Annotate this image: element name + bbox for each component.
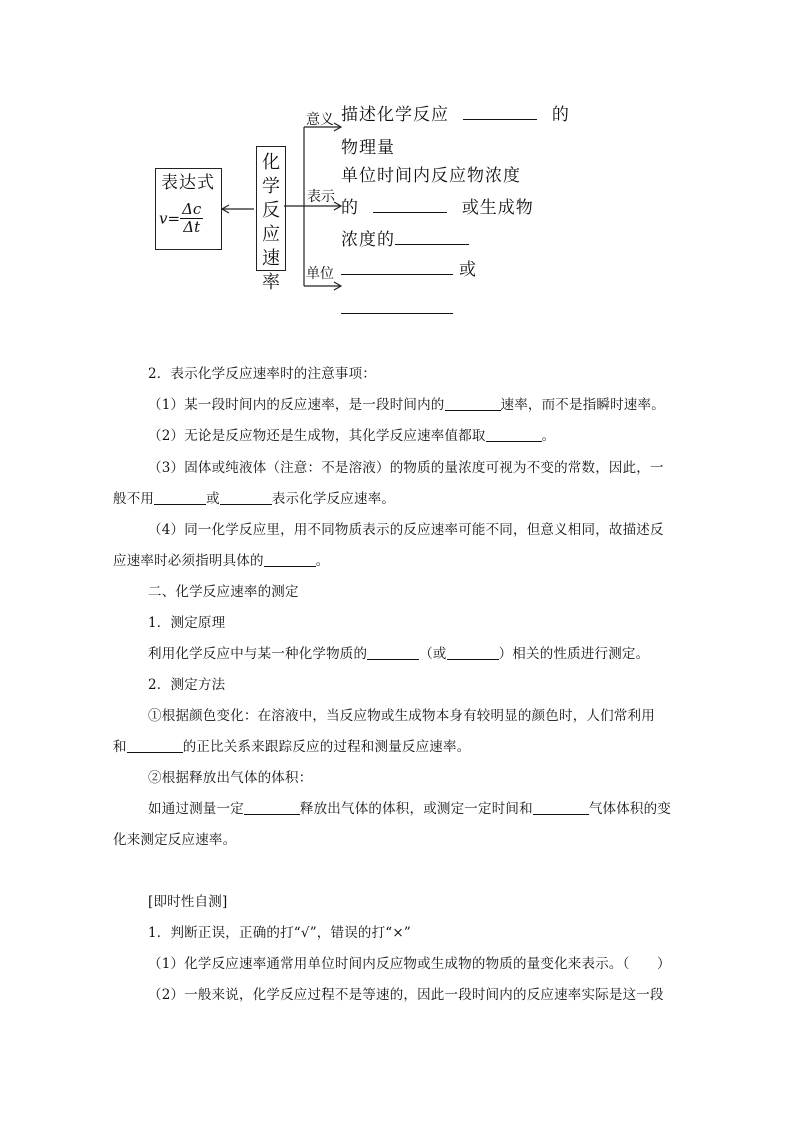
method-1-line-2 (113, 739, 693, 756)
method-2-text-c: 气体体积的变 (588, 801, 672, 817)
method-1-text-a: 和 (113, 739, 127, 755)
unit-line-1 (341, 262, 477, 279)
blank-principle-2 (447, 647, 499, 660)
note-3-text-b: 或 (206, 491, 220, 507)
test-question-1-2: （2）一般来说，化学反应过程不是等速的，因此一段时间内的反应速率实际是这一段 (148, 987, 664, 1003)
blank-unit-2 (341, 313, 453, 314)
represent-line3-text: 浓度的 (341, 230, 395, 250)
label-represent: 表示 (307, 189, 335, 205)
blank-note-3b (220, 492, 272, 505)
blank-note-4 (264, 554, 316, 567)
arrow-to-expression (220, 203, 256, 215)
blank-method-2a (244, 802, 300, 815)
note-item-4-line-1: （4）同一化学反应里，用不同物质表示的反应速率可能不同，但意义相同，故描述反 (148, 522, 664, 538)
blank-principle-1 (367, 647, 419, 660)
note-item-1 (148, 397, 728, 414)
center-char: 率 (262, 272, 280, 293)
represent-line-2 (341, 200, 534, 217)
meaning-text: 描述化学反应 (341, 105, 449, 125)
represent-tail: 或生成物 (461, 198, 534, 218)
center-char: 反 (262, 200, 280, 221)
note-item-4-line-2 (113, 553, 693, 570)
note-item-3-line-2 (113, 491, 693, 508)
center-char: 学 (262, 176, 280, 197)
label-meaning: 意义 (306, 112, 334, 128)
reaction-rate-box (256, 146, 286, 293)
label-unit: 单位 (306, 266, 334, 282)
note-item-3-line-1: （3）固体或纯液体（注意：不是溶液）的物质的量浓度可视为不变的常数，因此，一 (148, 460, 664, 476)
notes-heading: 2．表示化学反应速率时的注意事项： (148, 366, 376, 382)
formula-denominator: Δt (183, 218, 201, 236)
measure-heading: 二、化学反应速率的测定 (148, 584, 299, 600)
formula-fraction (180, 201, 203, 236)
method-2-line-1 (148, 801, 728, 818)
note-3-text-a: 般不用 (113, 491, 155, 507)
represent-line-3 (341, 232, 469, 249)
note-4-text-b: 。 (315, 553, 330, 569)
principle-text-b: （或 (419, 646, 447, 662)
unit-or: 或 (459, 260, 477, 280)
test-heading: [即时性自测] (148, 894, 228, 910)
meaning-tail: 的 (551, 105, 570, 125)
test-question-1: 1．判断正误，正确的打“√”，错误的打“×” (148, 925, 412, 941)
blank-method-2b (533, 802, 589, 815)
center-char: 应 (262, 224, 280, 245)
note-1-text-b: 速率，而不是指瞬时速率。 (500, 397, 665, 413)
meaning-line-1 (341, 107, 570, 124)
note-3-text-c: 表示化学反应速率。 (271, 491, 396, 507)
rate-formula (159, 201, 203, 236)
center-char: 速 (262, 248, 280, 269)
blank-represent-2 (395, 244, 469, 245)
expression-title: 表达式 (161, 173, 215, 193)
method-2-line-2: 化来测定反应速率。 (113, 832, 237, 848)
principle-text-c: ）相关的性质进行测定。 (498, 646, 650, 662)
represent-head: 的 (341, 198, 359, 218)
method-1-line-1: ①根据颜色变化：在溶液中，当反应物或生成物本身有较明显的颜色时，人们常利用 (148, 708, 655, 724)
blank-meaning (463, 119, 537, 120)
method-2-title: ②根据释放出气体的体积： (148, 770, 313, 786)
formula-v: v (159, 209, 168, 228)
principle-text-a: 利用化学反应中与某一种化学物质的 (148, 646, 368, 662)
note-4-text-a: 应速率时必须指明具体的 (113, 553, 264, 569)
blank-note-2 (486, 429, 542, 442)
blank-note-3a (154, 492, 206, 505)
formula-equals: = (167, 209, 181, 228)
measure-sub-2: 2．测定方法 (148, 677, 226, 693)
blank-method-1 (127, 740, 183, 753)
test-question-1-1: （1）化学反应速率通常用单位时间内反应物或生成物的物质的量变化来表示。（ ） (148, 956, 671, 972)
blank-represent-1 (373, 212, 447, 213)
center-char: 化 (262, 152, 280, 173)
measure-principle (148, 646, 728, 663)
note-1-text-a: （1）某一段时间内的反应速率，是一段时间内的 (148, 397, 445, 413)
blank-note-1 (445, 398, 501, 411)
reaction-rate-vertical-text (259, 151, 283, 295)
note-item-2 (148, 428, 728, 445)
formula-numerator: Δc (182, 200, 202, 218)
measure-sub-1: 1．测定原理 (148, 615, 226, 631)
note-2-text-a: （2）无论是反应物还是生成物，其化学反应速率值都取 (148, 428, 486, 444)
method-2-text-b: 释放出气体的体积，或测定一定时间和 (299, 801, 533, 817)
expression-box (155, 168, 222, 250)
method-2-text-a: 如通过测量一定 (148, 801, 244, 817)
note-2-text-b: 。 (541, 428, 556, 444)
represent-line-1: 单位时间内反应物浓度 (341, 166, 521, 186)
method-1-text-b: 的正比关系来跟踪反应的过程和测量反应速率。 (182, 739, 471, 755)
blank-unit-1 (341, 274, 453, 275)
meaning-line-2: 物理量 (341, 138, 395, 158)
